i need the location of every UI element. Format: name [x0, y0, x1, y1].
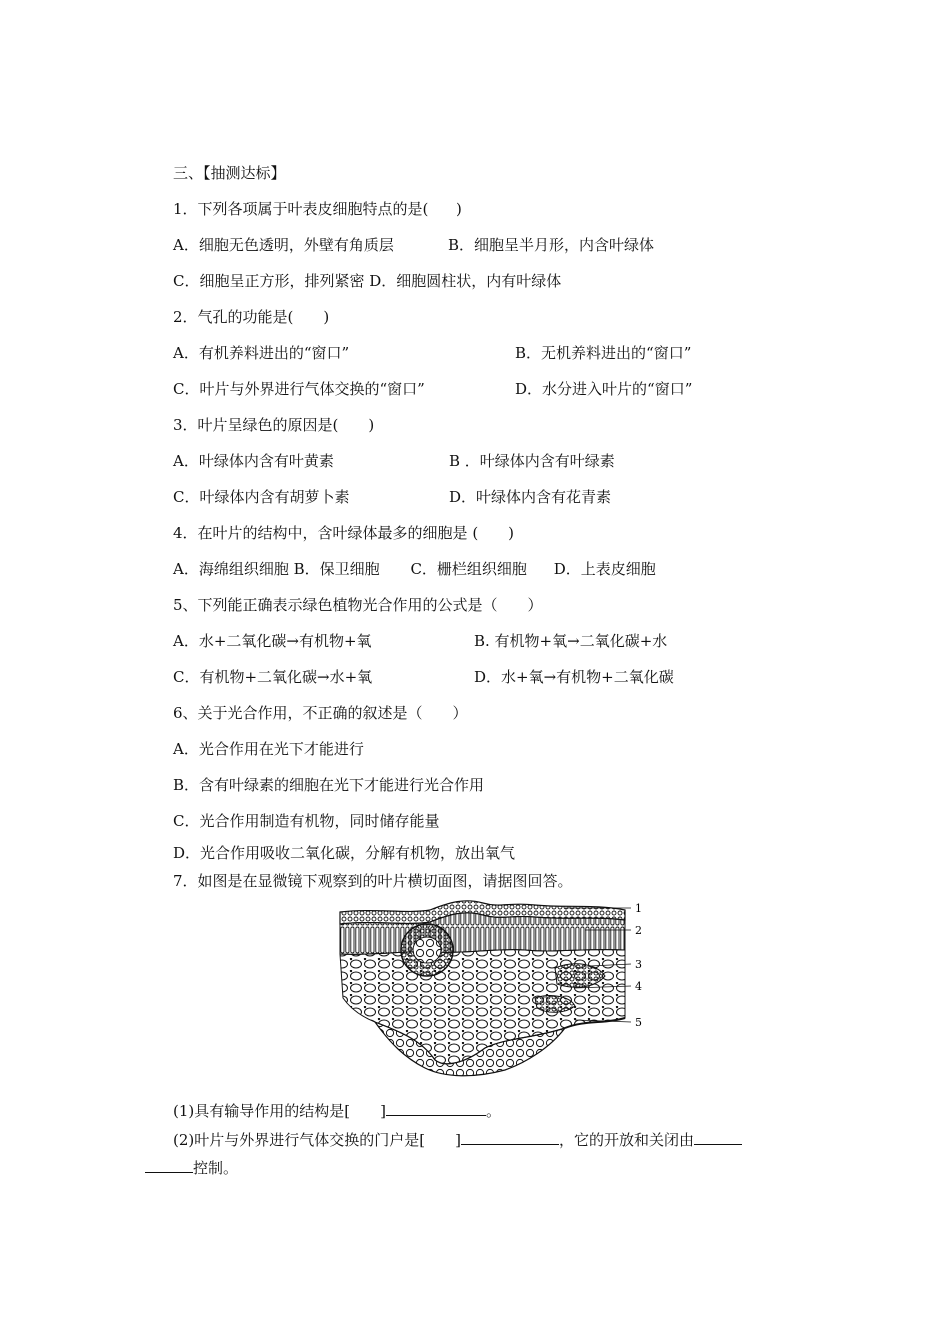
q3-stem: 3．叶片呈绿色的原因是( ) — [173, 416, 375, 434]
q3-option-d: D．叶绿体内含有花青素 — [449, 488, 612, 506]
q3-option-a: A．叶绿体内含有叶黄素 — [173, 452, 334, 470]
q2-option-a: A．有机养料进出的“窗口” — [173, 344, 350, 362]
figure-label-2: 2 — [635, 924, 642, 937]
q7-sub1 — [173, 1101, 501, 1121]
q7-sub2-end: 控制。 — [193, 1159, 239, 1177]
q6-option-c: C．光合作用制造有机物，同时储存能量 — [173, 812, 440, 830]
q5-stem: 5、下列能正确表示绿色植物光合作用的公式是（ ） — [173, 596, 543, 614]
q7-sub1-answer-blank[interactable] — [386, 1101, 486, 1116]
q7-sub2 — [173, 1130, 742, 1150]
q2-option-b: B．无机养料进出的“窗口” — [515, 344, 692, 362]
q2-option-d: D．水分进入叶片的“窗口” — [515, 380, 693, 398]
figure-label-3: 3 — [635, 958, 642, 971]
q4-option-c: C．栅栏组织细胞 — [410, 560, 527, 578]
figure-label-4: 4 — [635, 980, 642, 993]
q4-option-b: B．保卫细胞 — [293, 560, 380, 578]
q6-option-d: D．光合作用吸收二氧化碳，分解有机物，放出氧气 — [173, 844, 516, 862]
q7-stem: 7．如图是在显微镜下观察到的叶片横切面图，请据图回答。 — [173, 872, 573, 890]
figure-label-1: 1 — [635, 902, 642, 915]
q4-options — [173, 559, 656, 579]
leaf-cross-section-figure — [335, 898, 655, 1078]
q4-stem: 4．在叶片的结构中，含叶绿体最多的细胞是 ( ) — [173, 524, 515, 542]
q7-sub2-continued — [145, 1158, 238, 1178]
q4-option-a: A．海绵组织细胞 — [173, 560, 289, 578]
q2-stem: 2．气孔的功能是( ) — [173, 308, 330, 326]
q7-sub2-control-blank-a[interactable] — [694, 1130, 742, 1145]
q6-option-a: A．光合作用在光下才能进行 — [173, 740, 364, 758]
q1-option-cd: C．细胞呈正方形，排列紧密 D．细胞圆柱状，内有叶绿体 — [173, 272, 562, 290]
q4-option-d: D．上表皮细胞 — [553, 560, 656, 578]
q7-sub2-middle: ，它的开放和关闭由 — [558, 1131, 694, 1149]
q7-sub2-answer-blank[interactable] — [461, 1130, 559, 1145]
q2-option-c: C．叶片与外界进行气体交换的“窗口” — [173, 380, 425, 398]
q5-option-a: A．水+二氧化碳→有机物+氧 — [173, 632, 372, 650]
q7-sub1-end: 。 — [485, 1102, 501, 1120]
q3-option-b: B ．叶绿体内含有叶绿素 — [449, 452, 615, 470]
section-heading: 三、【抽测达标】 — [173, 164, 286, 182]
q1-stem — [173, 199, 462, 219]
leaf-cross-section-drawing — [335, 898, 655, 1078]
q1-option-a: A．细胞无色透明，外壁有角质层 — [173, 236, 394, 254]
q3-option-c: C．叶绿体内含有胡萝卜素 — [173, 488, 350, 506]
q7-sub2-prompt: (2)叶片与外界进行气体交换的门户是[ ] — [173, 1131, 461, 1149]
q1-stem-close: ) — [451, 200, 462, 218]
q7-sub2-control-blank-b[interactable] — [145, 1158, 193, 1173]
q1-stem-text: 1．下列各项属于叶表皮细胞特点的是( — [173, 200, 434, 218]
q1-option-b: B．细胞呈半月形，内含叶绿体 — [448, 236, 655, 254]
q6-option-b: B．含有叶绿素的细胞在光下才能进行光合作用 — [173, 776, 485, 794]
q6-stem: 6、关于光合作用，不正确的叙述是（ ） — [173, 704, 468, 722]
q5-option-b: B. 有机物+氧→二氧化碳+水 — [474, 632, 668, 650]
figure-label-5: 5 — [635, 1016, 642, 1029]
q5-option-d: D．水+氧→有机物+二氧化碳 — [474, 668, 674, 686]
q5-option-c: C．有机物+二氧化碳→水+氧 — [173, 668, 373, 686]
q7-sub1-prompt: (1)具有输导作用的结构是[ ] — [173, 1102, 386, 1120]
